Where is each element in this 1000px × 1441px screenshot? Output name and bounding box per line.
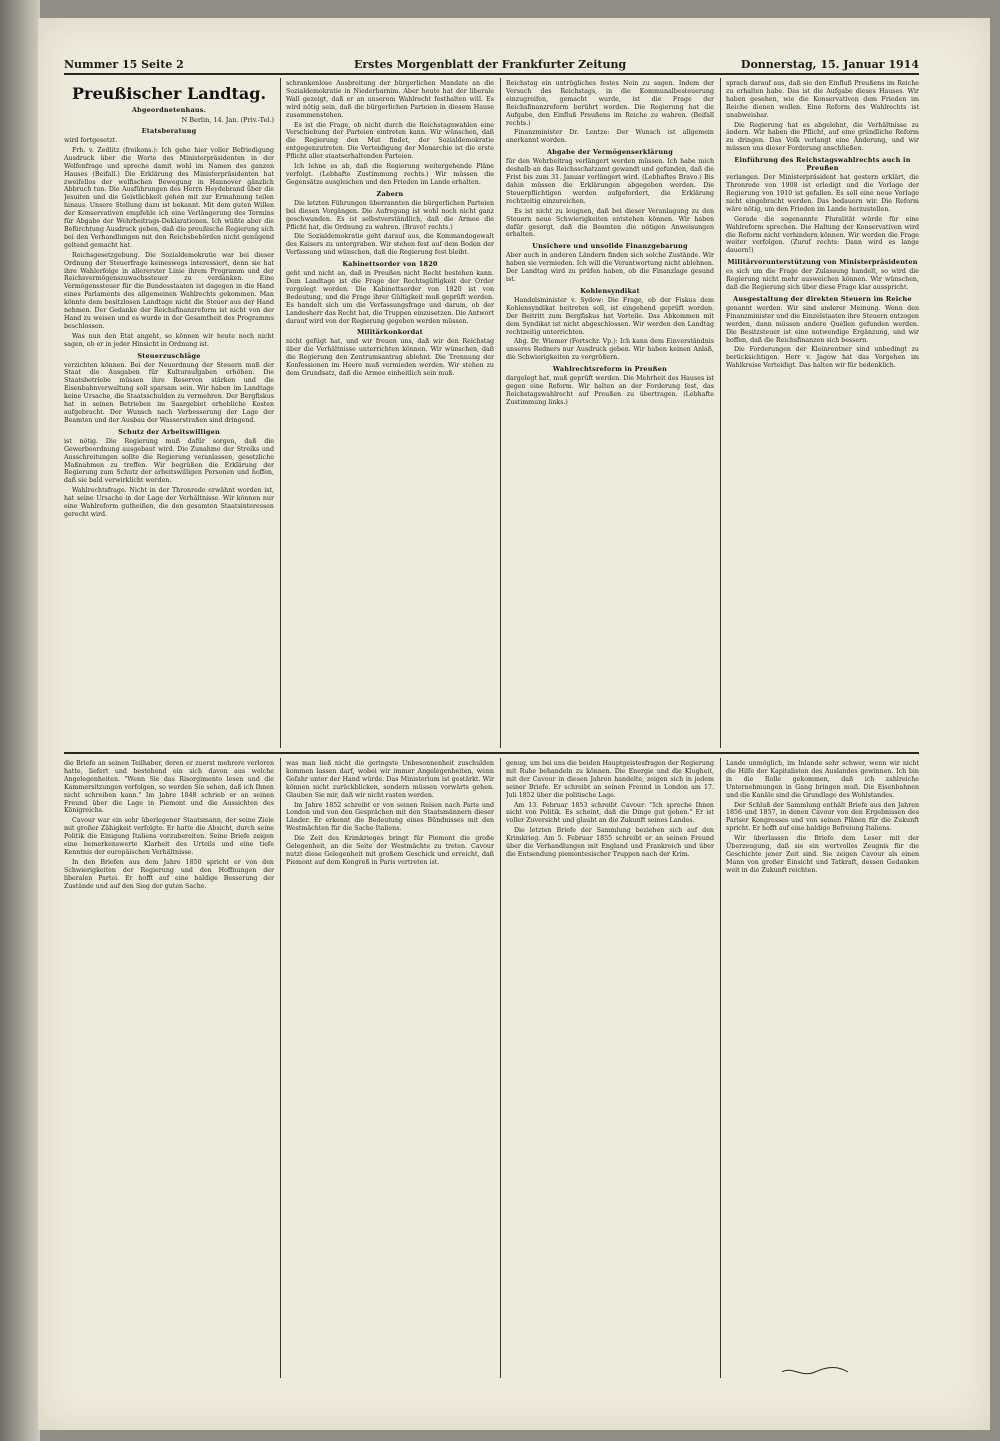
paper-title: Erstes Morgenblatt der Frankfurter Zeitung	[354, 58, 627, 71]
paragraph: Finanzminister Dr. Lentze: Der Wunsch ist allgemein anerkannt worden.	[506, 129, 714, 145]
paragraph: Gerade die sogenannte Pluralität würde für eine Wahlreform sprechen. Die Haltung der Konservativen wird die Reform nicht verhindern können. Wir werden die Frage weiter verfolgen. (Zuruf rechts: Dann wird es lange dauern!)	[726, 215, 919, 255]
paragraph: Im Jahre 1852 schreibt er von seinen Reisen nach Paris und London und von den Gesprächen mit den Staatsmännern dieser Länder. Er erkennt die Bedeutung eines Bündnisses mit den Westmächten für die Sache Italiens.	[286, 801, 494, 833]
dateline: N Berlin, 14. Jan. (Priv.-Tel.)	[181, 116, 274, 124]
feuilleton-rule	[64, 752, 919, 754]
paragraph: Aber auch in anderen Ländern finden sich solche Zustände. Wir haben sie vermieden. Ich will die Verantwortung nicht ablehnen. Der Landtag wird zu prüfen haben, ob die Finanzlage gesund ist.	[506, 252, 714, 284]
end-flourish-ornament	[780, 1365, 850, 1379]
section-heading: Militärkonkordat	[356, 328, 424, 337]
paragraph: Reichstag ein untrügliches festes Nein zu sagen. Indem der Versuch des Reichstags, in die Kommunalbesteuerung einzugreifen, gemacht wurde, ist die Frage der Reichsfinanzreform berührt worden. Die Regierung hat die Aufgabe, den Einfluß Preußens im Reiche zu wahren. (Beifall rechts.)	[506, 80, 714, 127]
column-3	[506, 80, 714, 748]
feuilleton-column-1	[64, 760, 274, 1375]
column-rule	[500, 758, 501, 1378]
paragraph: Die Sozialdemokratie geht darauf aus, die Kommandogewalt des Kaisers zu untergraben. Wir stehen fest auf dem Boden der Verfassung und wünschen, daß die Regierung fest bleibt.	[286, 233, 494, 257]
paragraph: Ich lehne es ab, daß die Regierung weitergehende Pläne verfolgt. (Lebhafte Zustimmung rechts.) Wir müssen die Gegensätze ausgleichen und den Frieden im Lande erhalten.	[286, 163, 494, 186]
page-gutter-shadow	[0, 0, 40, 1441]
paragraph: Am 13. Februar 1853 schreibt Cavour: "Ich spreche Ihnen nicht von Politik. Es scheint, daß die Dinge gut gehen." Er ist voller Zuversicht und glaubt an die Zukunft seines Landes.	[506, 801, 714, 825]
paragraph: Abg. Dr. Wiemer (Fortschr. Vp.): Ich kann dem Einverständnis unseres Redners nur Ausdruck geben. Wir haben keinen Anlaß, die Schwierigkeiten zu vergrößern.	[506, 338, 714, 362]
masthead	[64, 58, 919, 72]
paragraph: Reichsgesetzgebung. Die Sozialdemokratie war bei dieser Ordnung der Steuerfrage keineswegs interessiert, denn sie hat ihre Wahlerfolge in allererster Linie ihrem Programm und der Reichsvermögenszuwachssteuer zu verdanken. Eine Vermögenssteuer für die Bundesstaaten ist dagegen in die Hand eines Parlaments des allgemeinen Wahlrechts gekommen. Man könnte dem besitzlosen Landtage nicht die Steuer aus der Hand nehmen. Der Gedanke der Reichsfinanzreform ist nicht von der Hand zu weisen und es wurde in der Gesamtheit des Programms beschlossen.	[64, 251, 274, 330]
column-rule	[500, 78, 501, 748]
paragraph: Der Schluß der Sammlung enthält Briefe aus den Jahren 1856 und 1857, in denen Cavour von den Ergebnissen des Pariser Kongresses und von seinen Plänen für die Zukunft spricht. Er hofft auf eine baldige Befreiung Italiens.	[726, 801, 919, 833]
paragraph: die Briefe an seinen Teilhaber, deren er zuerst mehrere verloren hatte, liefert und bestehend ein sich davon aus welche Angelegenheiten. "Wenn Sie das Risorgimento lesen und die Kammersitzungen verfolgen, so werden Sie sehen, daß ich Ihnen nicht schreiben kann." Im Jahre 1848 schrieb er an seinen Freund über die Lage in Piemont und die Aussichten des Königreichs.	[64, 760, 274, 815]
paragraph: Wahlrechtsfrage. Nicht in der Thronrede erwähnt worden ist, hat seine Ursache in der Lage der Verhältnisse. Wir können nur eine Wahlreform gutheißen, die den gesamten Staatsinteressen gerecht wird.	[64, 487, 274, 518]
issue-date: Donnerstag, 15. Januar 1914	[740, 58, 919, 71]
paragraph: es sich um die Frage der Zulassung handelt, so wird die Regierung nicht mehr ausweichen können. Wir wünschen, daß die Regierung sich über diese Frage klar ausspricht.	[726, 268, 919, 292]
paragraph: Was nun den Etat angeht, so können wir heute noch nicht sagen, ob er in jeder Hinsicht in Ordnung ist.	[64, 332, 274, 348]
section-heading: Etatsberatung	[141, 127, 197, 135]
feuilleton-column-4	[726, 760, 919, 1360]
section-heading: Einführung des Reichstagswahlrechts auch in Preußen	[734, 156, 911, 173]
section-heading: Militärvorunterstützung von Ministerpräsidenten	[727, 258, 918, 267]
column-2	[286, 80, 494, 748]
paragraph: sprach darauf aus, daß sie den Einfluß Preußens im Reiche zu erhalten habe. Das ist die Aufgabe dieses Hauses. Wir haben gesehen, wie die Konservativen dem Frieden im Reiche dienen wollen. Eine Reform des Wahlrechts ist unabweisbar.	[726, 80, 919, 119]
paragraph: Handelsminister v. Sydow: Die Frage, ob der Fiskus dem Kohlensyndikat beitreten soll, ist eingehend geprüft worden. Der Beitritt zum Bergfiskus hat Vorteile. Das Abkommen mit dem Syndikat ist nicht abgeschlossen. Wir werden den Landtag rechtzeitig unterrichten.	[506, 296, 714, 336]
paragraph: dargelegt hat, muß geprüft werden. Die Mehrheit des Hauses ist gegen eine Reform. Wir halten an der Forderung fest, das Reichstagswahlrecht auf Preußen zu übertragen. (Lebhafte Zustimmung links.)	[506, 375, 714, 406]
paragraph: für den Wehrbeitrag verlängert werden müssen. Ich habe mich deshalb an das Reichsschatzamt gewandt und gefunden, daß die Frist bis zum 31. Januar verlängert wird. (Lebhaftes Bravo.) Bis dahin müssen die Erklärungen abgegeben werden. Die Steuerpflichtigen werden aufgefordert, die Erklärung rechtzeitig einzureichen.	[506, 158, 714, 205]
paragraph: In den Briefen aus dem Jahre 1850 spricht er von den Schwierigkeiten der Regierung und den Hoffnungen der liberalen Partei. Er hofft auf eine baldige Besserung der Zustände und auf den Sieg der guten Sache.	[64, 858, 274, 890]
column-rule	[720, 758, 721, 1378]
section-heading: Kohlensyndikat	[580, 286, 640, 295]
paragraph: Die letzten Führungen überrannten die bürgerlichen Parteien bei diesen Vorgängen. Die Aufregung ist wohl noch nicht ganz geschwunden. Es ist selbstverständlich, daß die Armee die Pflicht hat, die Ordnung zu wahren. (Bravo! rechts.)	[286, 199, 494, 231]
column-rule	[280, 758, 281, 1378]
paragraph: verlangen. Der Ministerpräsident hat gestern erklärt, die Thronrede von 1908 ist erledigt und die Vorlage der Regierung von 1910 ist gefallen. Es soll eine neue Vorlage nicht eingebracht werden. Das bedauern wir. Die Reform wäre nötig, um den Frieden im Lande herzustellen.	[726, 174, 919, 213]
paragraph: Es ist nicht zu leugnen, daß bei dieser Veranlagung zu den Steuern neue Schwierigkeiten entstehen können. Wir haben dafür gesorgt, daß die Beamten die nötigen Anweisungen erhalten.	[506, 207, 714, 239]
paragraph: was man ließ nicht die geringste Unbesonnenheit zuschulden kommen lassen darf, wobei wir immer Angelegenheiten, wenn Gefahr unter der Hand würde. Das Ministerium ist gestärkt. Wir können nicht zurückblicken, sondern müssen vorwärts gehen. Glauben Sie mir, daß wir nicht rasten werden.	[286, 760, 494, 799]
section-heading: Unsichere und unsolide Finanzgebarung	[532, 242, 688, 251]
paragraph: verzichten können. Bei der Neuordnung der Steuern muß der Staat die Ausgaben für Kulturaufgaben erhöhen. Die Staatsbetriebe müssen ihre Reserven stärken und die Eisenbahnverwaltung soll sparsam sein. Wir haben im Landtage keine Ursache, die Staatsschulden zu vermehren. Der Bergfiskus hat in seinen Betrieben im Saargebiet erhebliche Kosten aufgebracht. Der Wunsch nach Verbesserung der Lage der Beamten und der Ausbau der Wasserstraßen sind dringend.	[64, 361, 274, 424]
article-subtitle: Abgeordnetenhaus.	[131, 106, 207, 114]
paragraph: Die Forderungen der Kleinrentner sind unbedingt zu berücksichtigen. Herr v. Jagow hat das Vorgehen im Wahlkreise Verteidigt. Das halten wir für bedenklich.	[726, 346, 919, 370]
section-heading: Zabern	[376, 189, 404, 198]
feuilleton-column-3	[506, 760, 714, 1375]
page-number: Nummer 15 Seite 2	[64, 58, 184, 71]
section-heading: Abgabe der Vermögenserklärung	[547, 148, 673, 157]
feuilleton-column-2	[286, 760, 494, 1375]
paragraph: Lande unmöglich, im Inlande sehr schwer, wenn wir nicht die Hilfe der Kapitalisten des Auslandes gewinnen. Ich bin in die Rolle gekommen, daß ich zahlreiche Unternehmungen in Gang bringen muß. Die Eisenbahnen und die Kanäle sind die Grundlage des Wohlstandes.	[726, 760, 919, 799]
paragraph: Es ist die Frage, ob nicht durch die Reichstagswahlen eine Verschiebung der Parteien eintreten kann. Wir wünschen, daß die Regierung den Mut findet, der Sozialdemokratie entgegenzutreten. Die Verteidigung der Monarchie ist die erste Pflicht aller staatserhaltenden Parteien.	[286, 121, 494, 161]
column-rule	[280, 78, 281, 748]
column-rule	[720, 78, 721, 748]
paragraph: Wir überlassen die Briefe dem Leser mit der Überzeugung, daß sie ein wertvolles Zeugnis für die Geschichte jener Zeit sind. Sie zeigen Cavour als einen Mann von großer Einsicht und Tatkraft, dessen Gedanken weit in die Zukunft reichten.	[726, 835, 919, 874]
section-heading: Kabinettsorder von 1820	[342, 260, 438, 269]
masthead-rule	[64, 73, 919, 75]
column-landtag	[64, 80, 274, 748]
paragraph: genug, um bei uns die beiden Hauptgeistesfragen der Regierung mit Ruhe behandeln zu können. Die Energie und die Klugheit, mit der Cavour in diesen Jahren handelte, zeigen sich in jedem seiner Briefe. Er schreibt an seinen Freund in London am 17. Juli 1852 über die politische Lage.	[506, 760, 714, 799]
paragraph: geht und nicht an, daß in Preußen nicht Recht bestehen kann. Dem Landtage ist die Frage der Rechtsgültigkeit der Order vorgelegt worden. Die Kabinettsorder von 1820 ist von Bedeutung, und die Frage ihrer Gültigkeit muß geprüft werden. Es handelt sich um die Verfassungsfrage und darum, ob der Landesherr das Recht hat, die Truppen einzusetzen. Die Antwort darauf wird von der Regierung gegeben werden müssen.	[286, 270, 494, 325]
section-heading: Steuerzuschläge	[137, 351, 201, 360]
paragraph: genannt werden. Wir sind anderer Meinung. Wenn den Finanzminister und die Einzelstaaten ihre Steuern entzogen werden, dann müssen andere Quellen gefunden werden. Die Besitzsteuer ist eine notwendige Ergänzung, und wir hoffen, daß die Reichsfinanzen sich bessern.	[726, 304, 919, 344]
paragraph: ist nötig. Die Regierung muß dafür sorgen, daß die Gewerbeordnung ausgebaut wird. Die Zunahme der Streiks und Ausschreitungen sollte die Regierung veranlassen, gesetzliche Maßnahmen zu treffen. Wir begrüßen die Erklärung der Regierung zum Schutz der arbeitswilligen Personen und hoffen, daß sie bald verwirklicht werden.	[64, 437, 274, 485]
article-title: Preußischer Landtag.	[71, 84, 267, 103]
paragraph: Frh. v. Zedlitz (freikons.): Ich gehe hier voller Befriedigung Ausdruck über die Worte des Ministerpräsidenten in der Welfenfrage und spreche damit wohl im Namen des ganzen Hauses (Beifall.) Die Erklärung des Ministerpräsidenten hat zweifellos der welfischen Bewegung in Hannover gänzlich Abbruch tun. Die Ausführungen des Herrn Heydebrand über die Jesuiten und die Geistlichkeit gehen mit zur Ermahnung teilen hinaus. Unsere Stellung dazu ist bekannt. Mit dem guten Willen der Konservativen empfehle ich eine Verlängerung des Termins für Abgabe der Wehrbeitrags-Deklarationen. Ich wüßte aber die Befürchtung Ausdruck geben, daß die preußische Regierung sich bei den Verhandlungen mit den Reichsbehörden nicht genügend geltend gemacht hat.	[64, 146, 274, 249]
paragraph: Die letzten Briefe der Sammlung beziehen sich auf den Krimkrieg. Am 5. Februar 1855 schreibt er an seinen Freund über die Verhandlungen mit England und Frankreich und über die Entsendung piemontesischer Truppen nach der Krim.	[506, 827, 714, 858]
section-heading: Schutz der Arbeitswilligen	[118, 427, 220, 436]
paragraph: schrankenlose Ausbreitung der bürgerlichen Mandate an die Sozialdemokratie in Niederbarnim. Aber heute hat der liberale Wall gezeigt, daß er an unserem Wahlrecht festhalten will. Es wird nötig sein, daß die bürgerlichen Parteien in diesem Hause zusammenstehen.	[286, 80, 494, 119]
section-heading: Wahlrechtsreform in Preußen	[552, 365, 668, 374]
column-4	[726, 80, 919, 748]
paragraph: nicht gefügt hat, und wir freuen uns, daß wir den Reichstag über die Verhältnisse unterrichten können. Wir wünschen, daß die Regierung den Zentrumsantrag ablehnt. Die Trennung der Konfessionen im Heere muß vermieden werden. Wir stehen zu dem Grundsatz, daß die Armee einheitlich sein muß.	[286, 338, 494, 378]
paragraph: Die Zeit des Krimkrieges bringt für Piemont die große Gelegenheit, an die Seite der Westmächte zu treten. Cavour nutzt diese Gelegenheit mit großem Geschick und erreicht, daß Piemont auf dem Kongreß in Paris vertreten ist.	[286, 835, 494, 866]
section-heading: Ausgestaltung der direkten Steuern im Reiche	[733, 294, 912, 303]
paragraph: Die Regierung hat es abgelehnt, die Verhältnisse zu ändern. Wir haben die Pflicht, auf eine gründliche Reform zu dringen. Das Volk verlangt eine Änderung, und wir müssen uns dieser Forderung anschließen.	[726, 121, 919, 153]
paragraph: Cavour war ein sehr überlegener Staatsmann, der seine Ziele mit großer Zähigkeit verfolgte. Er hatte die Absicht, durch seine Politik die Einigung Italiens vorzubereiten. Seine Briefe zeigen eine bemerkenswerte Klarheit des Urteils und eine tiefe Kenntnis der europäischen Verhältnisse.	[64, 817, 274, 856]
paragraph: wird fortgesetzt.	[64, 137, 118, 144]
